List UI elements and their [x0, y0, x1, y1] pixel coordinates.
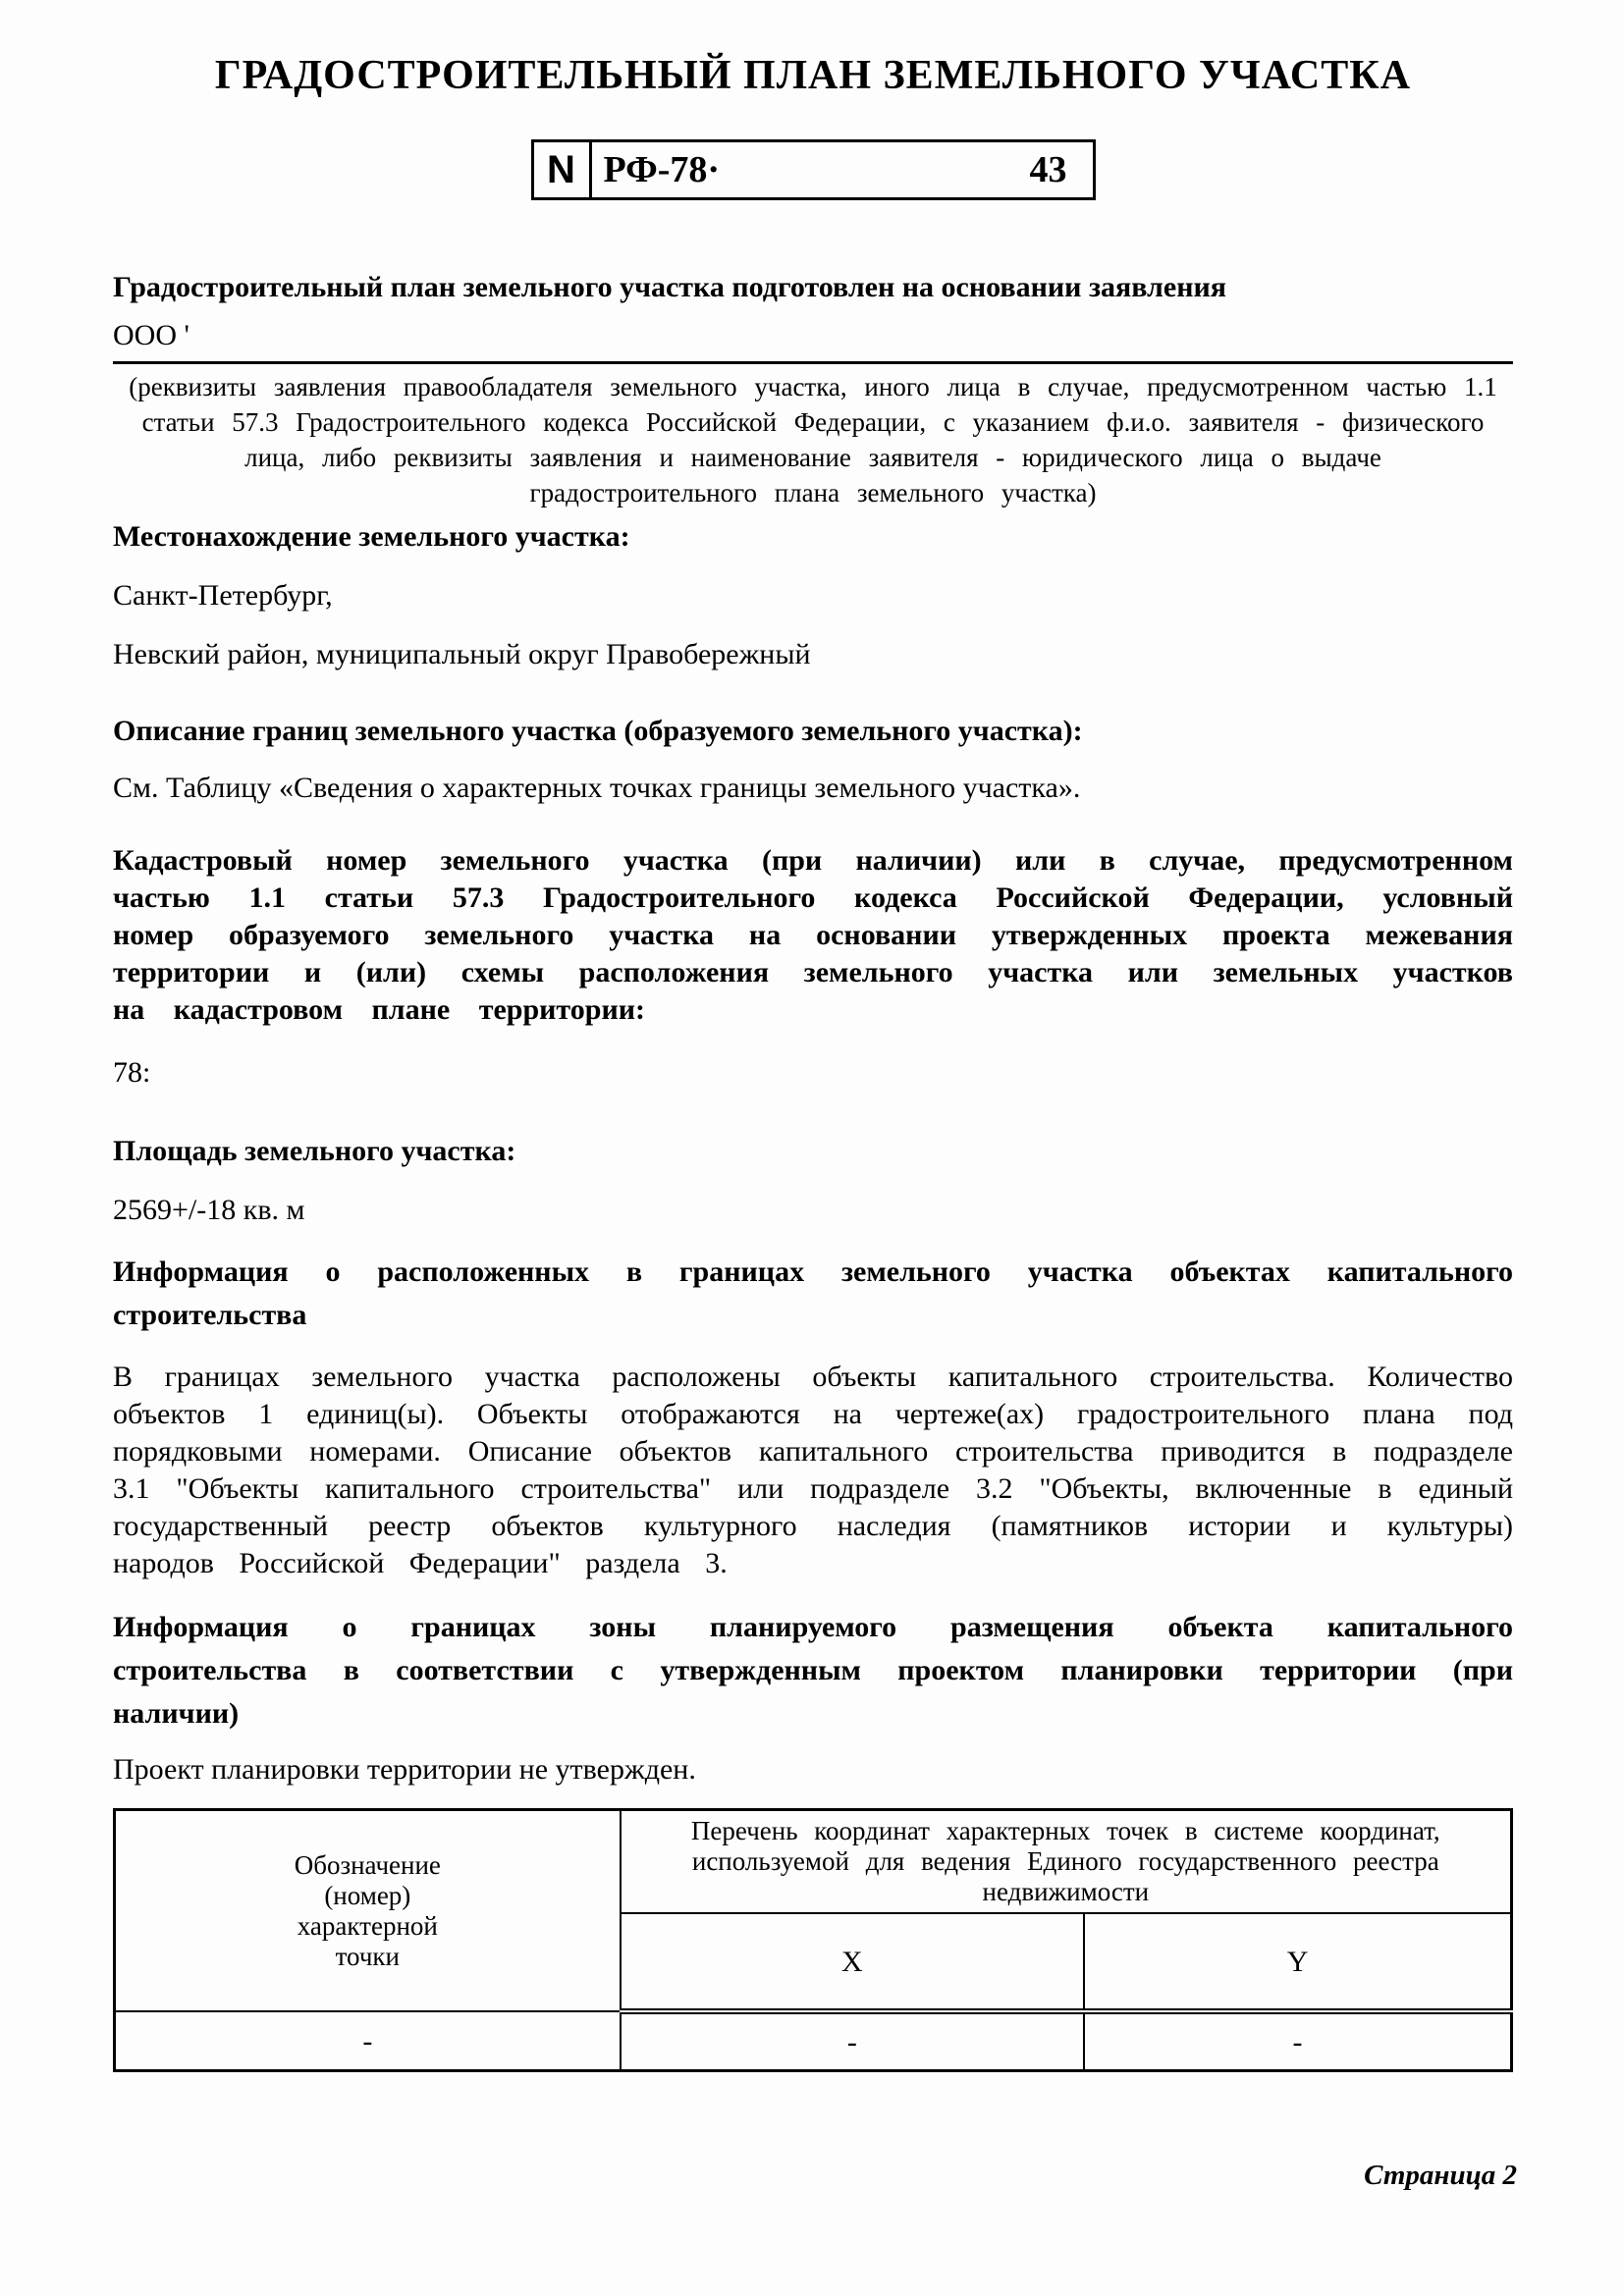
- number-label: N: [534, 142, 592, 197]
- page-title: ГРАДОСТРОИТЕЛЬНЫЙ ПЛАН ЗЕМЕЛЬНОГО УЧАСТКА: [214, 53, 1412, 98]
- basis-caption: (реквизиты заявления правообладателя земельного участка, иного лица в случае, предусмотренном частью 1.1 статьи 57.3 Градостроительного кодекса Российской Федерации, с указанием ф.и.о. заявителя - физического лица, либо реквизиты заявления и наименование заявителя - юридического лица о выдаче градостроительного плана земельного участка): [129, 372, 1497, 508]
- document-number-box: [531, 139, 1096, 200]
- coordinates-table: [113, 1808, 1513, 2072]
- number-prefix: РФ-78·: [603, 149, 721, 191]
- number-suffix: 43: [1029, 149, 1067, 191]
- point-column-header: Обозначение (номер) характерной точки: [115, 1810, 621, 2012]
- table-header-row: [115, 1810, 1512, 1914]
- y-cell: -: [1084, 2011, 1511, 2071]
- location-city: Санкт-Петербург,: [113, 579, 333, 613]
- planned-zone-value: Проект планировки территории не утвержден.: [113, 1753, 696, 1787]
- point-cell: -: [115, 2011, 621, 2071]
- cadastral-value: 78:: [113, 1056, 151, 1090]
- area-heading: Площадь земельного участка:: [113, 1135, 516, 1168]
- location-district: Невский район, муниципальный округ Правобережный: [113, 638, 811, 671]
- coords-column-header: Перечень координат характерных точек в системе координат, используемой для ведения Единого государственного реестра недвижимости: [621, 1810, 1512, 1914]
- basis-heading: Градостроительный план земельного участка подготовлен на основании заявления: [113, 271, 1227, 304]
- boundaries-heading: Описание границ земельного участка (образуемого земельного участка):: [113, 715, 1083, 748]
- boundaries-value: См. Таблицу «Сведения о характерных точках границы земельного участка».: [113, 772, 1081, 805]
- table-row: [115, 2011, 1512, 2071]
- y-column-header: Y: [1084, 1913, 1511, 2011]
- cadastral-heading: Кадастровый номер земельного участка (при наличии) или в случае, предусмотренном частью 1.1 статьи 57.3 Градостроительного кодекса Российской Федерации, условный номер образуемого земельного участка на основании утвержденных проекта межевания территории и (или) схемы расположения земельного участка или земельных участков на кадастровом плане территории:: [113, 844, 1513, 1027]
- basis-value: ООО ': [113, 318, 1513, 364]
- planned-zone-heading: Информация о границах зоны планируемого размещения объекта капитального строительства в соответствии с утвержденным проектом планировки территории (при наличии): [113, 1611, 1513, 1731]
- document-number: [592, 142, 1093, 197]
- objects-heading: Информация о расположенных в границах земельного участка объектах капитального строительства: [113, 1255, 1513, 1332]
- x-column-header: X: [621, 1913, 1084, 2011]
- page-number: Страница 2: [1364, 2160, 1517, 2191]
- objects-body: В границах земельного участка расположены объекты капитального строительства. Количество объектов 1 единиц(ы). Объекты отображаются на чертеже(ах) градостроительного плана под порядковыми номерами. Описание объектов капитального строительства приводится в подразделе 3.1 "Объекты капитального строительства" или подразделе 3.2 "Объекты, включенные в единый государственный реестр объектов культурного наследия (памятников истории и культуры) народов Российской Федерации" раздела 3.: [113, 1361, 1513, 1580]
- location-heading: Местонахождение земельного участка:: [113, 520, 630, 554]
- x-cell: -: [621, 2011, 1084, 2071]
- area-value: 2569+/-18 кв. м: [113, 1194, 305, 1227]
